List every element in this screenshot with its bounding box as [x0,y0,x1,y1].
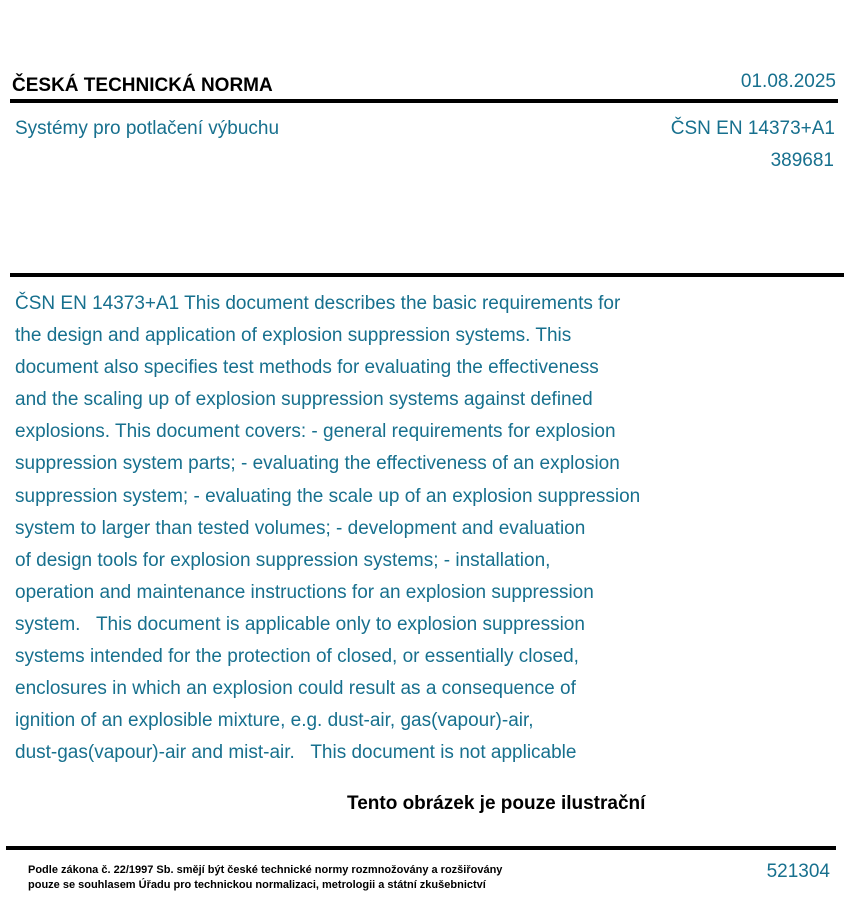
description-line: suppression system parts; - evaluating the effectiveness of an explosion [15,453,620,475]
document-type-title: ČESKÁ TECHNICKÁ NORMA [12,75,273,96]
description-line: operation and maintenance instructions for an explosion suppression [15,581,594,603]
publication-date: 01.08.2025 [740,71,836,92]
description-line: system to larger than tested volumes; - development and evaluation [15,517,586,539]
standard-code: ČSN EN 14373+A1 [670,118,835,139]
description-line: the design and application of explosion suppression systems. This [15,325,572,347]
copyright-notice [28,863,502,893]
description-line: dust-gas(vapour)-air and mist-air. This document is not applicable [15,742,577,764]
standard-description [15,288,755,769]
description-line: systems intended for the protection of closed, or essentially closed, [15,646,579,668]
description-line: and the scaling up of explosion suppression systems against defined [15,389,593,411]
illustration-notice: Tento obrázek je pouze ilustrační [347,793,646,814]
copyright-line: Podle zákona č. 22/1997 Sb. smějí být české technické normy rozmnožovány a rozšiřovány [28,864,503,876]
description-line: ignition of an explosible mixture, e.g. dust-air, gas(vapour)-air, [15,710,534,732]
catalog-number: 389681 [770,150,834,171]
description-line: ČSN EN 14373+A1 This document describes the basic requirements for [15,293,621,314]
description-line: of design tools for explosion suppression systems; - installation, [15,549,551,571]
description-line: system. This document is applicable only to explosion suppression [15,613,585,635]
header-divider [10,99,838,103]
footer-divider [6,846,836,850]
description-line: document also specifies test methods for evaluating the effectiveness [15,357,599,379]
description-line: explosions. This document covers: - general requirements for explosion [15,421,616,443]
standard-subject: Systémy pro potlačení výbuchu [15,118,280,139]
copyright-line: pouze se souhlasem Úřadu pro technickou normalizaci, metrologii a státní zkušebnictví [28,879,486,891]
description-line: enclosures in which an explosion could result as a consequence of [15,678,576,700]
footer-document-code: 521304 [766,861,830,882]
description-line: suppression system; - evaluating the scale up of an explosion suppression [15,485,641,507]
section-divider [10,273,844,277]
